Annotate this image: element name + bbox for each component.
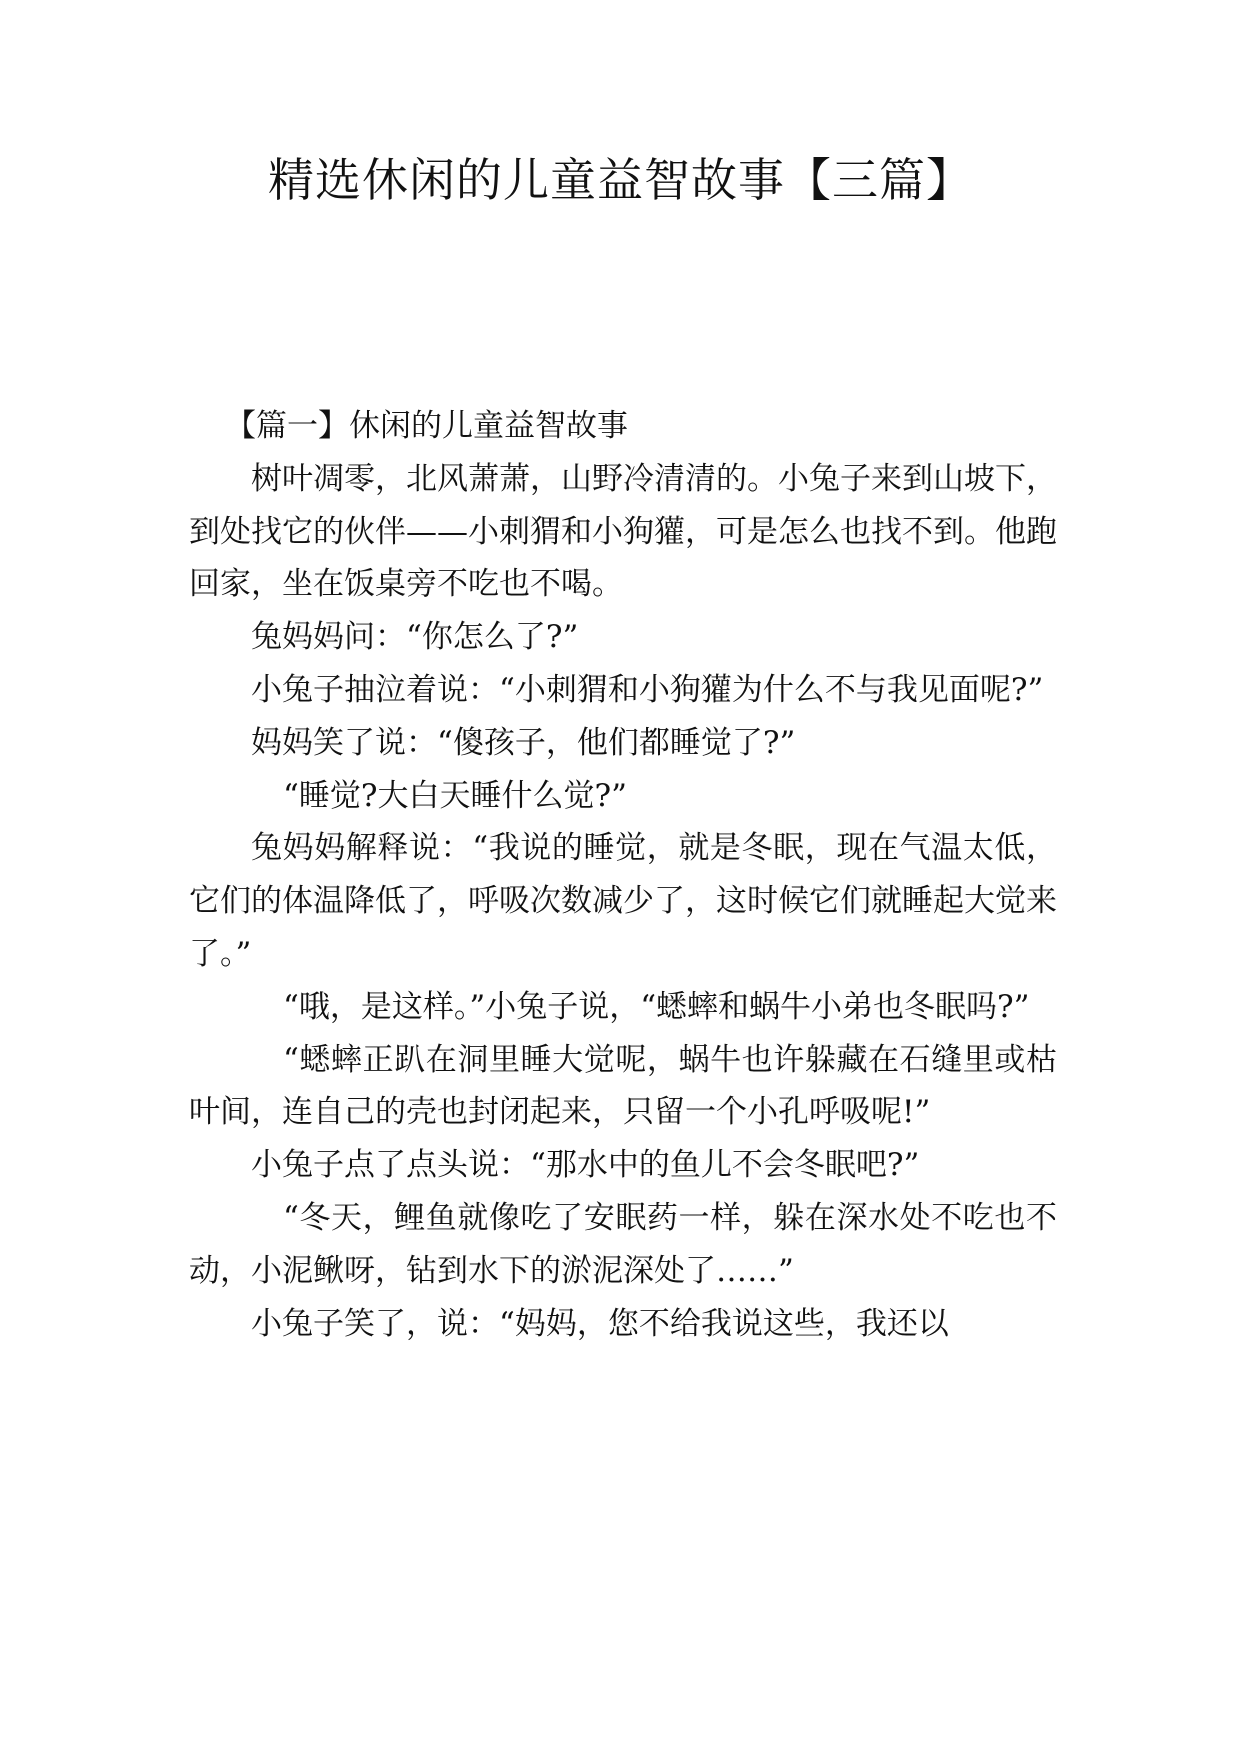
document-body: [189, 400, 1057, 1350]
paragraph: 兔妈妈问：“你怎么了?”: [251, 619, 579, 656]
paragraph: 小兔子抽泣着说：“小刺猬和小狗獾为什么不与我见面呢?”: [251, 671, 1044, 708]
section-heading: 【篇一】休闲的儿童益智故事: [225, 408, 628, 444]
paragraph: “哦，是这样。”小兔子说，“蟋蟀和蜗牛小弟也冬眠吗?”: [283, 988, 1030, 1025]
paragraph: 兔妈妈解释说：“我说的睡觉，就是冬眠，现在气温太低，它们的体温降低了，呼吸次数减少了，这时候它们就睡起大觉来了。”: [189, 830, 1057, 972]
paragraph: 小兔子点了点头说：“那水中的鱼儿不会冬眠吧?”: [251, 1147, 920, 1184]
paragraph: “蟋蟀正趴在洞里睡大觉呢，蜗牛也许躲藏在石缝里或枯叶间，连自己的壳也封闭起来，只留一个小孔呼吸呢!”: [189, 1041, 1057, 1131]
paragraph: 树叶凋零，北风萧萧，山野冷清清的。小兔子来到山坡下，到处找它的伙伴——小刺猬和小狗獾，可是怎么也找不到。他跑回家，坐在饭桌旁不吃也不喝。: [189, 460, 1057, 603]
paragraph: 小兔子笑了，说：“妈妈，您不给我说这些，我还以: [251, 1305, 949, 1342]
paragraph: “睡觉?大白天睡什么觉?”: [283, 777, 627, 814]
paragraph: “冬天，鲤鱼就像吃了安眠药一样，躲在深水处不吃也不动，小泥鳅呀，钻到水下的淤泥深处了……”: [189, 1199, 1057, 1289]
paragraph: 妈妈笑了说：“傻孩子，他们都睡觉了?”: [251, 724, 796, 761]
document-title: 精选休闲的儿童益智故事【三篇】: [268, 153, 973, 207]
